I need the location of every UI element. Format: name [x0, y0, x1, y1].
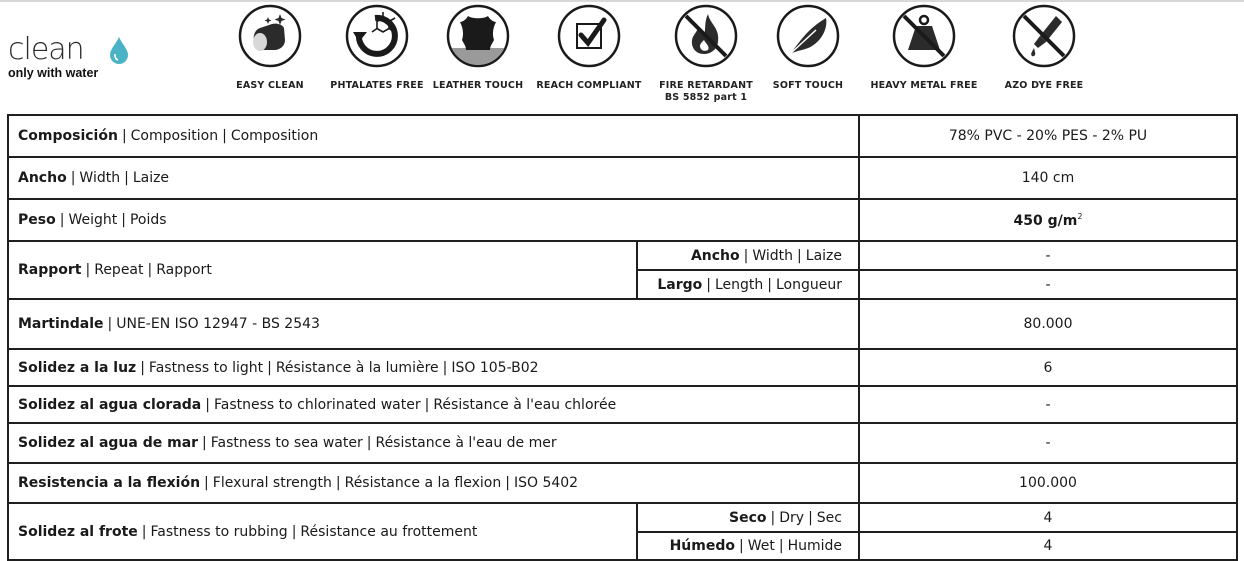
reach-compliant-icon [557, 4, 621, 68]
spec-value: 140 cm [859, 157, 1237, 199]
spec-value: 6 [859, 349, 1237, 386]
feature-label: LEATHER TOUCH [432, 80, 524, 91]
water-drop-icon [109, 36, 129, 64]
phtalates-free-icon [345, 4, 409, 68]
spec-label: Peso | Weight | Poids [8, 199, 859, 241]
spec-value: 80.000 [859, 299, 1237, 349]
feature-azo-dye-free [984, 4, 1104, 92]
logo-word: clean [8, 32, 84, 67]
feature-easy-clean [210, 4, 330, 92]
spec-value: - [859, 386, 1237, 423]
technical-specs-table [7, 114, 1238, 561]
feature-sublabel: BS 5852 part 1 [664, 92, 748, 103]
top-divider [0, 0, 1244, 2]
spec-sublabel: Ancho | Width | Laize [637, 241, 859, 270]
spec-label: Solidez al agua de mar | Fastness to sea water | Résistance à l'eau de mer [8, 423, 859, 463]
spec-label: Composición | Composition | Composition [8, 115, 859, 157]
logo-tagline: only with water [8, 66, 99, 80]
table-row [8, 299, 1237, 349]
feature-leather-touch [418, 4, 538, 92]
easy-clean-icon [238, 4, 302, 68]
spec-label: Resistencia a la flexión | Flexural strength | Résistance a la flexion | ISO 5402 [8, 463, 859, 503]
feature-label: SOFT TOUCH [772, 80, 844, 91]
feature-label: REACH COMPLIANT [536, 80, 642, 91]
spec-value: 450 $g/m^2$ [859, 199, 1237, 241]
table-row [8, 241, 1237, 270]
feature-label: PHTALATES FREE [330, 80, 424, 91]
spec-label: Solidez al agua clorada | Fastness to chlorinated water | Résistance à l'eau chlorée [8, 386, 859, 423]
spec-label: Solidez a la luz | Fastness to light | Résistance à la lumière | ISO 105-B02 [8, 349, 859, 386]
spec-value: - [859, 270, 1237, 299]
feature-label: FIRE RETARDANT [659, 80, 753, 91]
table-row [8, 463, 1237, 503]
table-row [8, 199, 1237, 241]
spec-sublabel: Seco | Dry | Sec [637, 503, 859, 532]
spec-value: 100.000 [859, 463, 1237, 503]
azo-dye-free-icon [1012, 4, 1076, 68]
table-row [8, 386, 1237, 423]
table-row [8, 157, 1237, 199]
spec-label: Ancho | Width | Laize [8, 157, 859, 199]
spec-value: - [859, 423, 1237, 463]
heavy-metal-free-icon [892, 4, 956, 68]
feature-label: AZO DYE FREE [1004, 80, 1084, 91]
spec-value: 4 [859, 532, 1237, 560]
clean-logo [8, 32, 133, 84]
spec-value: - [859, 241, 1237, 270]
spec-label: Rapport | Repeat | Rapport [8, 241, 637, 299]
spec-sublabel: Húmedo | Wet | Humide [637, 532, 859, 560]
soft-touch-icon [776, 4, 840, 68]
spec-label: Solidez al frote | Fastness to rubbing | Résistance au frottement [8, 503, 637, 560]
spec-label: Martindale | UNE-EN ISO 12947 - BS 2543 [8, 299, 859, 349]
table-row [8, 115, 1237, 157]
spec-value: 78% PVC - 20% PES - 2% PU [859, 115, 1237, 157]
feature-reach-compliant [529, 4, 649, 92]
leather-touch-icon [446, 4, 510, 68]
feature-label: EASY CLEAN [236, 80, 304, 91]
table-row [8, 349, 1237, 386]
table-row [8, 423, 1237, 463]
feature-soft-touch [748, 4, 868, 92]
spec-sublabel: Largo | Length | Longueur [637, 270, 859, 299]
table-row [8, 503, 1237, 532]
feature-heavy-metal-free [864, 4, 984, 92]
feature-label: HEAVY METAL FREE [870, 80, 978, 91]
fire-retardant-icon [674, 4, 738, 68]
spec-value: 4 [859, 503, 1237, 532]
